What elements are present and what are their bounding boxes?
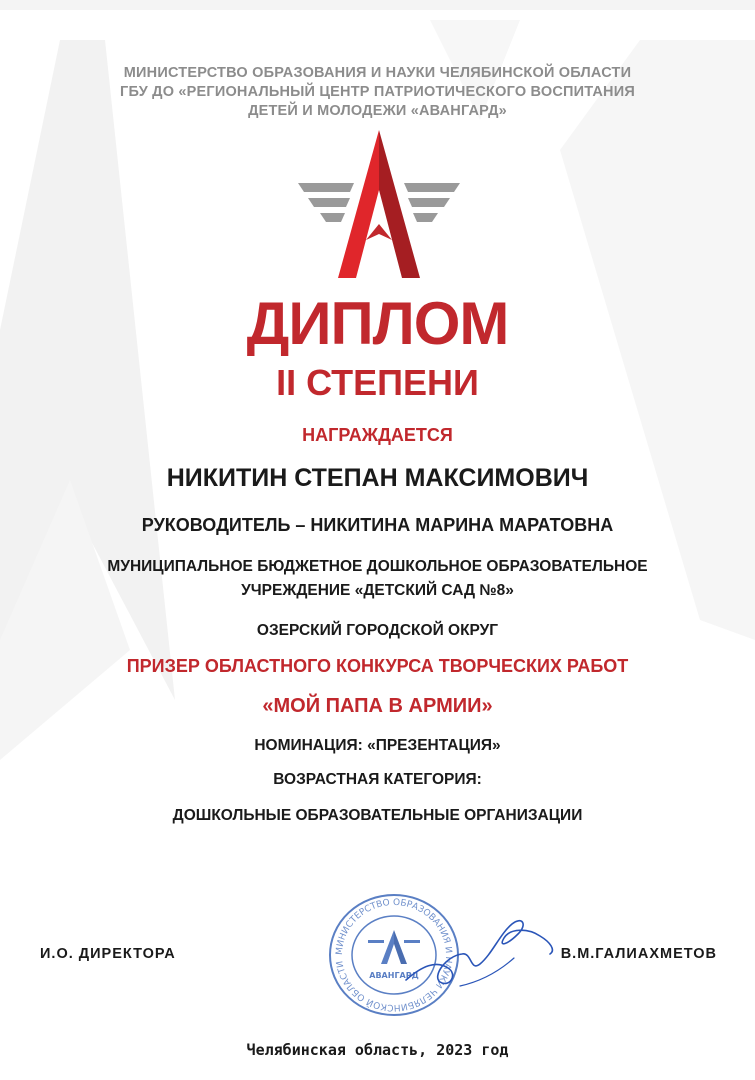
- seal-center-text: АВАНГАРД: [369, 971, 419, 980]
- diploma-degree: II СТЕПЕНИ: [276, 362, 479, 403]
- awarded-label: НАГРАЖДАЕТСЯ: [302, 425, 453, 445]
- header-line-3: ДЕТЕЙ И МОЛОДЕЖИ «АВАНГАРД»: [248, 103, 507, 119]
- diploma-title: ДИПЛОМ: [246, 290, 509, 357]
- signer-position: И.О. ДИРЕКТОРА: [40, 946, 176, 962]
- organization-line-2: УЧРЕЖДЕНИЕ «ДЕТСКИЙ САД №8»: [241, 582, 514, 599]
- handwritten-signature-icon: [400, 902, 560, 1002]
- contest-name: «МОЙ ПАПА В АРМИИ»: [262, 695, 493, 717]
- recipient-name: НИКИТИН СТЕПАН МАКСИМОВИЧ: [166, 464, 589, 492]
- age-category-label: ВОЗРАСТНАЯ КАТЕГОРИЯ:: [273, 771, 482, 788]
- prize-status: ПРИЗЕР ОБЛАСТНОГО КОНКУРСА ТВОРЧЕСКИХ РАБОТ: [126, 656, 629, 676]
- recipient-organization: [0, 555, 755, 603]
- age-category-value: ДОШКОЛЬНЫЕ ОБРАЗОВАТЕЛЬНЫЕ ОРГАНИЗАЦИИ: [172, 807, 583, 824]
- nomination: НОМИНАЦИЯ: «ПРЕЗЕНТАЦИЯ»: [254, 737, 501, 754]
- issuer-header: [0, 64, 755, 121]
- header-line-2: ГБУ ДО «РЕГИОНАЛЬНЫЙ ЦЕНТР ПАТРИОТИЧЕСКОГО ВОСПИТАНИЯ: [120, 84, 635, 100]
- recipient-leader: РУКОВОДИТЕЛЬ – НИКИТИНА МАРИНА МАРАТОВНА: [141, 515, 614, 535]
- header-line-1: МИНИСТЕРСТВО ОБРАЗОВАНИЯ И НАУКИ ЧЕЛЯБИНСКОЙ ОБЛАСТИ: [123, 65, 632, 81]
- avangard-winged-a-icon: [296, 128, 462, 284]
- signer-name: В.М.ГАЛИАХМЕТОВ: [560, 946, 717, 962]
- organization-line-1: МУНИЦИПАЛЬНОЕ БЮДЖЕТНОЕ ДОШКОЛЬНОЕ ОБРАЗОВАТЕЛЬНОЕ: [107, 558, 648, 575]
- seal-ring-text: МИНИСТЕРСТВО ОБРАЗОВАНИЯ И НАУКИ ЧЕЛЯБИНСКОЙ ОБЛАСТИ: [334, 897, 454, 1013]
- footer-place-year: Челябинская область, 2023 год: [246, 1041, 509, 1059]
- recipient-district: ОЗЕРСКИЙ ГОРОДСКОЙ ОКРУГ: [256, 622, 499, 639]
